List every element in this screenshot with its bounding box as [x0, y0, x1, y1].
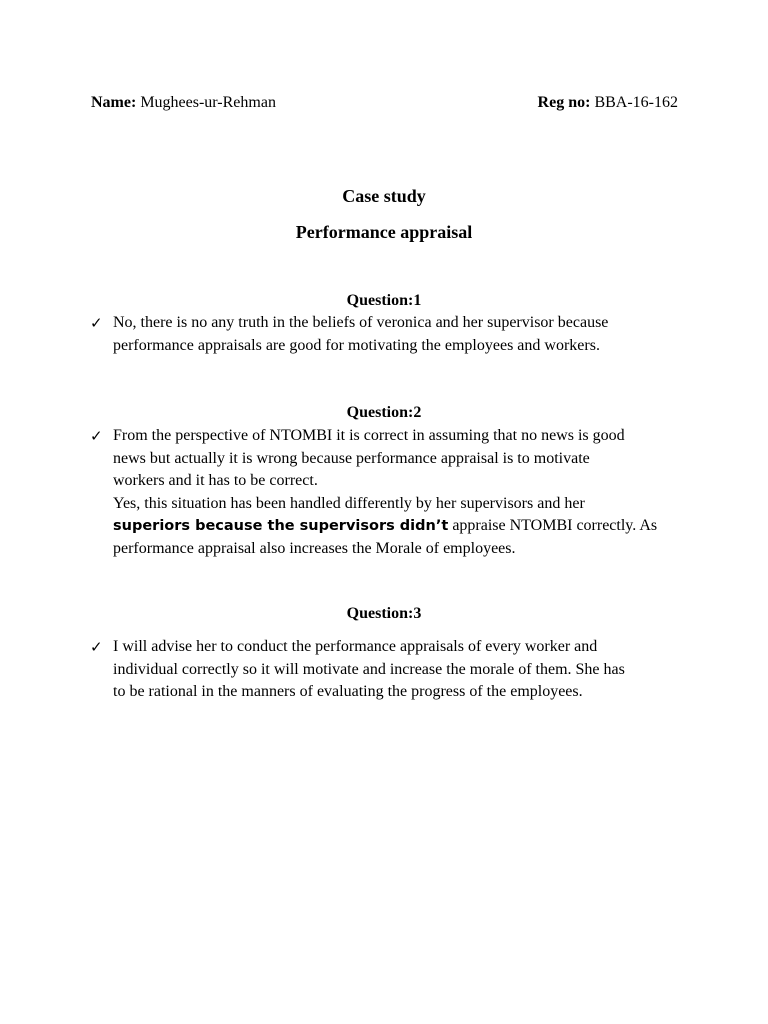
check-mark-icon: ✓ — [90, 638, 103, 656]
header-row — [91, 92, 678, 114]
answer-line: performance appraisals are good for motivating the employees and workers. — [113, 336, 600, 354]
reg-label: Reg no: — [537, 94, 591, 111]
document-subtitle: Performance appraisal — [295, 222, 473, 242]
check-mark-icon: ✓ — [90, 427, 103, 445]
reg-value: BBA-16-162 — [594, 94, 678, 111]
answer-line: individual correctly so it will motivate and increase the morale of them. She has — [113, 660, 625, 678]
question-2-heading: Question:2 — [346, 404, 422, 421]
check-mark-icon: ✓ — [90, 314, 103, 332]
question-3-heading: Question:3 — [346, 605, 422, 622]
answer-line: performance appraisal also increases the Morale of employees. — [113, 539, 516, 557]
bold-phrase: superiors because the supervisors didn’t — [113, 518, 449, 534]
answer-1-text — [113, 312, 688, 357]
registration-number — [538, 92, 678, 114]
question-1-heading: Question:1 — [346, 292, 422, 309]
name-label: Name: — [91, 94, 137, 111]
document-title: Case study — [342, 186, 426, 206]
answer-line: news but actually it is wrong because performance appraisal is to motivate — [113, 449, 590, 467]
student-name — [91, 92, 276, 114]
answer-line-mixed — [113, 515, 688, 538]
answer-line: workers and it has to be correct. — [113, 472, 318, 489]
answer-line: From the perspective of NTOMBI it is correct in assuming that no news is good — [113, 427, 625, 444]
answer-line: I will advise her to conduct the performance appraisals of every worker and — [113, 638, 598, 655]
answer-line: to be rational in the manners of evaluating the progress of the employees. — [113, 683, 583, 700]
answer-line: No, there is no any truth in the beliefs of veronica and her supervisor because — [113, 314, 609, 331]
answer-line: Yes, this situation has been handled differently by her supervisors and her — [113, 494, 585, 512]
answer-3-text — [113, 636, 688, 704]
name-value: Mughees-ur-Rehman — [140, 94, 276, 111]
answer-2-text — [113, 425, 688, 560]
normal-phrase: appraise NTOMBI correctly. As — [448, 517, 658, 534]
